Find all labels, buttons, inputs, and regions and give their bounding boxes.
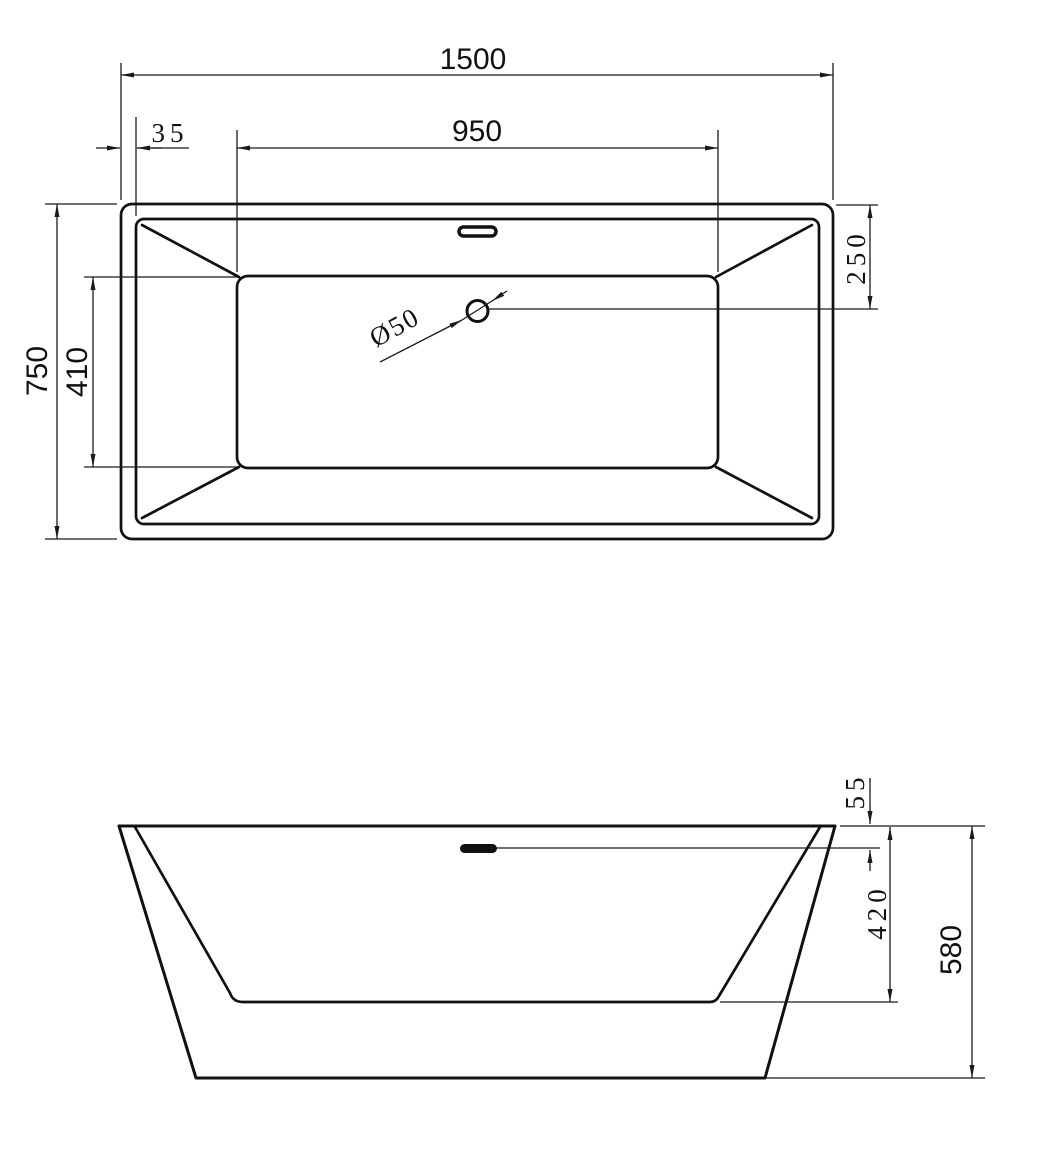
- overflow-slot-side-view: [460, 844, 497, 853]
- dim-basin-width-label: 410: [61, 346, 94, 398]
- dim-basin-width: [61, 277, 237, 467]
- basin-corner-slopes: [142, 225, 812, 518]
- dim-overall-length-label: 1500: [439, 43, 507, 76]
- dim-drain-offset-label: 250: [841, 229, 871, 285]
- dim-rim-inset-label: 35: [151, 118, 189, 148]
- drain-hole: [467, 301, 488, 322]
- dim-rim-inset: [96, 117, 189, 216]
- overflow-slot-top-view: [459, 227, 496, 236]
- top-view: [121, 204, 833, 539]
- dim-inner-depth-label: 420: [862, 884, 892, 940]
- dim-overall-height-label: 580: [935, 924, 968, 976]
- tub-outer-edge: [121, 204, 833, 539]
- tub-basin-edge: [237, 276, 718, 468]
- top-view-dimensions: [21, 43, 878, 539]
- dim-overflow-from-rim-label: 55: [840, 772, 870, 810]
- dim-basin-length-label: 950: [451, 115, 503, 148]
- dim-overflow-from-rim: [497, 773, 880, 872]
- dim-overall-width-label: 750: [21, 345, 54, 397]
- dim-drain-diameter-label: Ø50: [364, 301, 425, 353]
- side-view: [119, 826, 835, 1078]
- side-inner-profile: [135, 827, 820, 1002]
- tub-rim-inner-edge: [136, 219, 819, 524]
- side-outer-profile: [119, 826, 835, 1078]
- side-view-dimensions: [497, 773, 985, 1079]
- dim-basin-length: [237, 115, 718, 272]
- dim-drain-diameter: [364, 291, 507, 362]
